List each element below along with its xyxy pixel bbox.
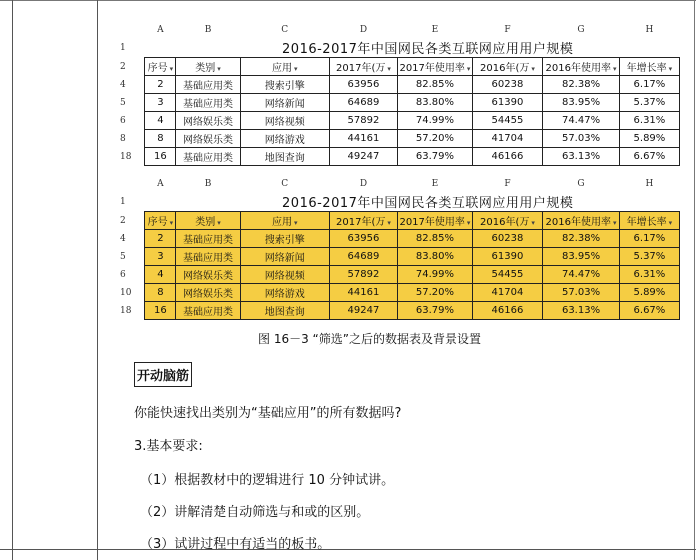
column-letter: A — [157, 179, 164, 189]
cell[interactable]: 46166 — [472, 302, 542, 320]
table-row — [120, 112, 680, 130]
cell[interactable]: 4 — [145, 266, 176, 284]
cell[interactable]: 16 — [145, 148, 176, 166]
requirement-item: （2）讲解清楚自动筛选与和或的区别。 — [140, 505, 370, 520]
frame-top-line — [0, 0, 696, 1]
cell[interactable]: 64689 — [329, 94, 397, 112]
cell[interactable]: 3 — [145, 94, 176, 112]
cell[interactable]: 2 — [145, 230, 176, 248]
cell[interactable]: 57892 — [329, 266, 397, 284]
cell[interactable]: 83.80% — [398, 248, 473, 266]
spreadsheet-highlighted — [120, 176, 680, 320]
table-row — [120, 248, 680, 266]
column-letter: B — [204, 25, 212, 35]
sheet-table — [120, 22, 680, 166]
frame-middle-line — [97, 0, 98, 560]
cell[interactable]: 61390 — [472, 94, 542, 112]
cell[interactable]: 基础应用类 — [176, 94, 240, 112]
row-number: 18 — [120, 305, 132, 316]
header-row — [120, 212, 680, 230]
cell[interactable]: 3 — [145, 248, 176, 266]
column-letter: H — [645, 25, 654, 35]
row-number: 5 — [120, 251, 126, 262]
column-letter: E — [431, 25, 439, 35]
cell[interactable]: 57892 — [329, 112, 397, 130]
cell[interactable]: 6.17% — [619, 230, 679, 248]
cell[interactable]: 5.89% — [619, 130, 679, 148]
cell[interactable]: 83.80% — [398, 94, 473, 112]
table-row — [120, 76, 680, 94]
header-cell[interactable]: 年增长率 ▾ — [619, 58, 679, 76]
cell[interactable]: 57.20% — [398, 284, 473, 302]
header-cell[interactable]: 2017年使用率 ▾ — [398, 212, 473, 230]
header-cell[interactable]: 序号 ▾ — [145, 212, 176, 230]
row-number: 1 — [120, 196, 126, 207]
cell[interactable]: 63.79% — [398, 302, 473, 320]
cell[interactable]: 2 — [145, 76, 176, 94]
cell[interactable]: 基础应用类 — [176, 302, 240, 320]
cell[interactable]: 60238 — [472, 76, 542, 94]
cell[interactable]: 46166 — [472, 148, 542, 166]
cell[interactable]: 83.95% — [543, 248, 620, 266]
cell[interactable]: 60238 — [472, 230, 542, 248]
row-number: 5 — [120, 97, 126, 108]
header-cell[interactable]: 类别 ▾ — [176, 212, 240, 230]
row-number: 6 — [120, 269, 126, 280]
frame-right-line — [694, 0, 695, 560]
cell[interactable]: 82.85% — [398, 76, 473, 94]
row-number: 4 — [120, 233, 126, 244]
cell[interactable]: 82.85% — [398, 230, 473, 248]
cell[interactable]: 82.38% — [543, 76, 620, 94]
cell[interactable]: 搜索引擎 — [240, 76, 329, 94]
row-number: 18 — [120, 151, 132, 162]
column-letter: F — [504, 179, 511, 189]
frame-left-column — [0, 0, 13, 560]
cell[interactable]: 49247 — [329, 302, 397, 320]
cell[interactable]: 网络娱乐类 — [176, 284, 240, 302]
header-cell[interactable]: 类别 ▾ — [176, 58, 240, 76]
column-letter: G — [577, 179, 585, 189]
row-number: 4 — [120, 79, 126, 90]
cell[interactable]: 6.17% — [619, 76, 679, 94]
column-letter: C — [281, 25, 289, 35]
cell[interactable]: 6.31% — [619, 112, 679, 130]
row-number: 6 — [120, 115, 126, 126]
cell[interactable]: 网络娱乐类 — [176, 112, 240, 130]
cell[interactable]: 83.95% — [543, 94, 620, 112]
cell[interactable]: 41704 — [472, 284, 542, 302]
cell[interactable]: 8 — [145, 130, 176, 148]
cell[interactable]: 6.67% — [619, 302, 679, 320]
cell[interactable]: 网络视频 — [240, 266, 329, 284]
cell[interactable]: 54455 — [472, 112, 542, 130]
header-cell[interactable]: 2016年(万 ▾ — [472, 212, 542, 230]
cell[interactable]: 64689 — [329, 248, 397, 266]
column-letter: H — [645, 179, 654, 189]
cell[interactable]: 16 — [145, 302, 176, 320]
header-cell[interactable]: 序号 ▾ — [145, 58, 176, 76]
header-cell[interactable]: 2017年使用率 ▾ — [398, 58, 473, 76]
cell[interactable]: 网络娱乐类 — [176, 266, 240, 284]
frame-bottom-line — [0, 549, 696, 550]
cell[interactable]: 基础应用类 — [176, 230, 240, 248]
cell[interactable]: 网络新闻 — [240, 248, 329, 266]
figure-caption: 图 16－3 “筛选”之后的数据表及背景设置 — [258, 332, 481, 346]
column-letter: E — [431, 179, 439, 189]
cell[interactable]: 基础应用类 — [176, 148, 240, 166]
cell[interactable]: 网络娱乐类 — [176, 130, 240, 148]
cell[interactable]: 44161 — [329, 284, 397, 302]
cell[interactable]: 63.13% — [543, 148, 620, 166]
header-cell[interactable]: 2016年使用率 ▾ — [543, 58, 620, 76]
header-cell[interactable]: 年增长率 ▾ — [619, 212, 679, 230]
sheet-table — [120, 176, 680, 320]
column-letter: A — [157, 25, 164, 35]
row-number: 2 — [120, 61, 126, 72]
cell[interactable]: 5.89% — [619, 284, 679, 302]
cell[interactable]: 57.03% — [543, 284, 620, 302]
cell[interactable]: 网络视频 — [240, 112, 329, 130]
cell[interactable]: 4 — [145, 112, 176, 130]
cell[interactable]: 网络游戏 — [240, 284, 329, 302]
cell[interactable]: 搜索引擎 — [240, 230, 329, 248]
cell[interactable]: 基础应用类 — [176, 76, 240, 94]
requirement-item: （1）根据教材中的逻辑进行 10 分钟试讲。 — [140, 473, 395, 488]
title-row — [120, 38, 680, 58]
title-row — [120, 192, 680, 212]
cell[interactable]: 基础应用类 — [176, 248, 240, 266]
question-text: 你能快速找出类别为“基础应用”的所有数据吗? — [134, 406, 402, 421]
header-cell[interactable]: 2017年(万 ▾ — [329, 58, 397, 76]
section-heading: 开动脑筋 — [134, 362, 192, 387]
table-row — [120, 302, 680, 320]
column-letter: D — [359, 179, 368, 189]
cell[interactable]: 6.31% — [619, 266, 679, 284]
column-letters-row — [120, 22, 680, 38]
table-title: 2016-2017年中国网民各类互联网应用用户规模 — [282, 42, 574, 57]
cell[interactable]: 网络新闻 — [240, 94, 329, 112]
table-row — [120, 94, 680, 112]
cell[interactable]: 63.79% — [398, 148, 473, 166]
cell[interactable]: 5.37% — [619, 94, 679, 112]
row-number: 1 — [120, 42, 126, 53]
table-row — [120, 230, 680, 248]
cell[interactable]: 74.99% — [398, 266, 473, 284]
column-letters-row — [120, 176, 680, 192]
column-letter: B — [204, 179, 212, 189]
table-row — [120, 148, 680, 166]
cell[interactable]: 41704 — [472, 130, 542, 148]
header-cell[interactable]: 2016年(万 ▾ — [472, 58, 542, 76]
header-cell[interactable]: 应用 ▾ — [240, 212, 329, 230]
cell[interactable]: 49247 — [329, 148, 397, 166]
cell[interactable]: 54455 — [472, 266, 542, 284]
table-title: 2016-2017年中国网民各类互联网应用用户规模 — [282, 196, 574, 211]
table-row — [120, 130, 680, 148]
requirements-title: 3.基本要求: — [134, 439, 203, 454]
column-letter: D — [359, 25, 368, 35]
row-number: 10 — [120, 287, 132, 298]
cell[interactable]: 44161 — [329, 130, 397, 148]
cell[interactable]: 6.67% — [619, 148, 679, 166]
cell[interactable]: 地图查询 — [240, 148, 329, 166]
cell[interactable]: 网络游戏 — [240, 130, 329, 148]
cell[interactable]: 74.47% — [543, 266, 620, 284]
cell[interactable]: 74.47% — [543, 112, 620, 130]
cell[interactable]: 63956 — [329, 76, 397, 94]
table-row — [120, 266, 680, 284]
cell[interactable]: 63956 — [329, 230, 397, 248]
cell[interactable]: 61390 — [472, 248, 542, 266]
column-letter: C — [281, 179, 289, 189]
spreadsheet-plain — [120, 22, 680, 166]
cell[interactable]: 5.37% — [619, 248, 679, 266]
cell[interactable]: 63.13% — [543, 302, 620, 320]
row-number: 8 — [120, 133, 126, 144]
requirement-item: （3）试讲过程中有适当的板书。 — [140, 537, 331, 552]
header-row — [120, 58, 680, 76]
column-letter: G — [577, 25, 585, 35]
cell[interactable]: 地图查询 — [240, 302, 329, 320]
table-row — [120, 284, 680, 302]
cell[interactable]: 8 — [145, 284, 176, 302]
header-cell[interactable]: 2016年使用率 ▾ — [543, 212, 620, 230]
cell[interactable]: 82.38% — [543, 230, 620, 248]
cell[interactable]: 57.20% — [398, 130, 473, 148]
column-letter: F — [504, 25, 511, 35]
cell[interactable]: 57.03% — [543, 130, 620, 148]
row-number: 2 — [120, 215, 126, 226]
cell[interactable]: 74.99% — [398, 112, 473, 130]
header-cell[interactable]: 2017年(万 ▾ — [329, 212, 397, 230]
header-cell[interactable]: 应用 ▾ — [240, 58, 329, 76]
